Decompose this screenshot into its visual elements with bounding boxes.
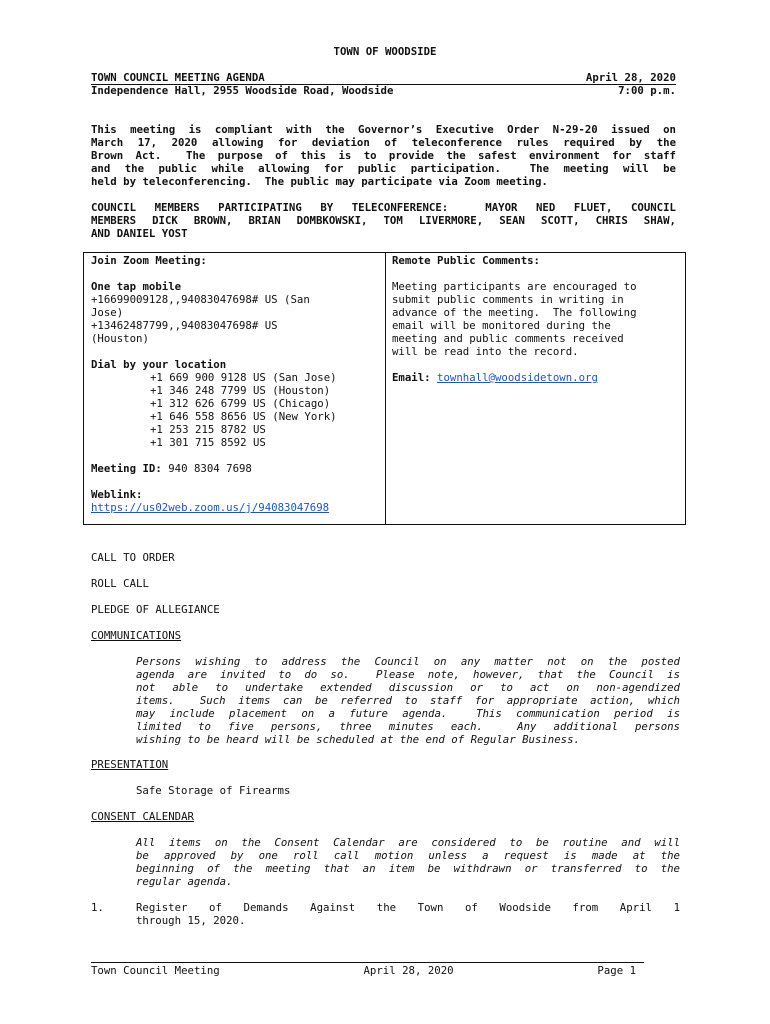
meeting-date: April 28, 2020 [585, 71, 676, 84]
council-line: AND DANIEL YOST [91, 227, 188, 240]
intro-line: held by teleconferencing. The public may participate via Zoom meeting. [91, 175, 548, 188]
intro-line: March 17, 2020 allowing for deviation of teleconference rules required by the [91, 136, 676, 149]
join-zoom-heading: Join Zoom Meeting: [91, 254, 207, 267]
header-row-2 [91, 84, 676, 97]
consent-line: All items on the Consent Calendar are considered to be routine and will [136, 836, 680, 849]
consent-line: be approved by one roll call motion unless a request is made at the [136, 849, 680, 862]
dial-number: +1 646 558 8656 US (New York) [150, 410, 337, 423]
communications-line: may include placement on a future agenda. This communication period is [136, 707, 680, 720]
communications-line: not able to undertake extended discussion or to act on non-agendized [136, 681, 680, 694]
meeting-time: 7:00 p.m. [618, 84, 676, 97]
intro-line: Brown Act. The purpose of this is to provide the safest environment for staff [91, 149, 676, 162]
consent-calendar-heading: CONSENT CALENDAR [91, 810, 194, 823]
roll-call: ROLL CALL [91, 577, 149, 590]
dial-number: +1 253 215 8782 US [150, 423, 266, 436]
remote-comments-line: will be read into the record. [392, 345, 579, 358]
intro-line: and the public while allowing for public participation. The meeting will be [91, 162, 676, 175]
meeting-id-row [91, 462, 379, 475]
communications-text [136, 655, 680, 746]
consent-line: regular agenda. [136, 875, 233, 888]
dial-number: +1 301 715 8592 US [150, 436, 266, 449]
council-line: COUNCIL MEMBERS PARTICIPATING BY TELECONFERENCE: MAYOR NED FLUET, COUNCIL [91, 201, 676, 214]
one-tap-line: +16699009128,,94083047698# US (San [91, 293, 310, 306]
page-number: Page 1 [597, 964, 636, 977]
footer-date: April 28, 2020 [363, 964, 454, 977]
zoom-weblink[interactable]: https://us02web.zoom.us/j/94083047698 [91, 501, 330, 514]
one-tap-heading: One tap mobile [91, 280, 182, 293]
intro-line: This meeting is compliant with the Governor’s Executive Order N-29-20 issued on [91, 123, 676, 136]
remote-comments-column [392, 254, 678, 384]
page-footer [91, 964, 636, 977]
footer-left: Town Council Meeting [91, 964, 220, 977]
meeting-id-label: Meeting ID: [91, 462, 162, 475]
one-tap-line: (Houston) [91, 332, 149, 345]
org-title: TOWN OF WOODSIDE [333, 45, 437, 58]
footer-rule [91, 962, 644, 963]
remote-comments-heading: Remote Public Comments: [392, 254, 540, 267]
communications-line: agenda are invited to do so. Please note, however, that the Council is [136, 668, 680, 681]
remote-comments-line: email will be monitored during the [392, 319, 611, 332]
remote-comments-line: Meeting participants are encouraged to [392, 280, 637, 293]
item-1-line: Register of Demands Against the Town of Woodside from April 1 [136, 901, 680, 914]
communications-line: items. Such items can be referred to staff for appropriate action, which [136, 694, 680, 707]
item-1-text [136, 901, 680, 927]
one-tap-line: Jose) [91, 306, 124, 319]
council-line: MEMBERS DICK BROWN, BRIAN DOMBKOWSKI, TOM LIVERMORE, SEAN SCOTT, CHRIS SHAW, [91, 214, 676, 227]
communications-line: wishing to be heard will be scheduled at the end of Regular Business. [136, 733, 580, 746]
council-members-paragraph [91, 201, 676, 240]
email-label: Email: [392, 371, 431, 384]
one-tap-line: +13462487799,,94083047698# US [91, 319, 278, 332]
call-to-order: CALL TO ORDER [91, 551, 175, 564]
item-1-line: through 15, 2020. [136, 914, 246, 927]
presentation-item: Safe Storage of Firearms [136, 784, 291, 797]
pledge-of-allegiance: PLEDGE OF ALLEGIANCE [91, 603, 220, 616]
remote-comments-line: advance of the meeting. The following [392, 306, 637, 319]
communications-heading: COMMUNICATIONS [91, 629, 182, 642]
doc-title: TOWN COUNCIL MEETING AGENDA [91, 71, 265, 84]
consent-calendar-text [136, 836, 680, 888]
table-divider [385, 252, 386, 525]
weblink-label: Weblink: [91, 488, 143, 501]
email-link[interactable]: townhall@woodsidetown.org [437, 371, 598, 384]
dial-number: +1 312 626 6799 US (Chicago) [150, 397, 331, 410]
dial-number: +1 346 248 7799 US (Houston) [150, 384, 331, 397]
intro-paragraph [91, 123, 676, 188]
consent-line: beginning of the meeting that an item be withdrawn or transferred to the [136, 862, 680, 875]
communications-line: Persons wishing to address the Council on any matter not on the posted [136, 655, 680, 668]
dial-heading: Dial by your location [91, 358, 227, 371]
item-1-number: 1. [91, 901, 104, 914]
meeting-location: Independence Hall, 2955 Woodside Road, Woodside [91, 84, 394, 97]
remote-comments-line: meeting and public comments received [392, 332, 624, 345]
communications-line: limited to five persons, three minutes each. Any additional persons [136, 720, 680, 733]
meeting-id-value: 940 8304 7698 [168, 462, 252, 475]
zoom-column [91, 254, 379, 514]
header-row-1 [91, 71, 676, 84]
email-row [392, 371, 678, 384]
presentation-heading: PRESENTATION [91, 758, 169, 771]
remote-comments-line: submit public comments in writing in [392, 293, 624, 306]
dial-number: +1 669 900 9128 US (San Jose) [150, 371, 337, 384]
